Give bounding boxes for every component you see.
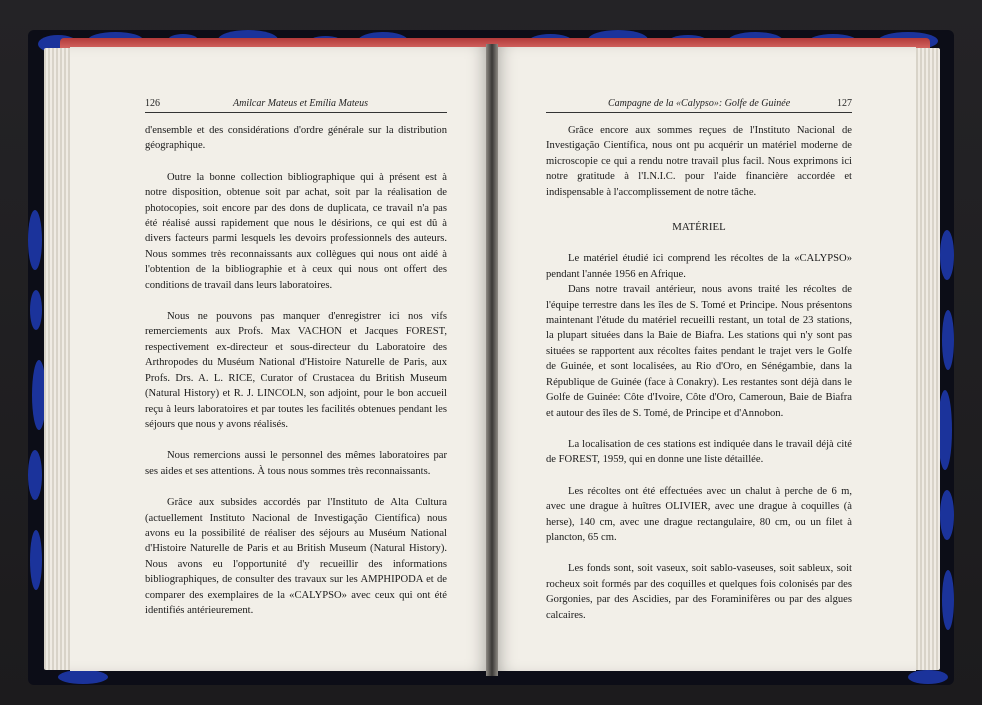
paragraph: Grâce aux subsides accordés par l'Instituto de Alta Cultura (actuellement Instituto Nacional de Investigação Científica) nous avons eu la possibilité de réaliser des séjours au Muséum National d'Histoire Naturelle de Paris et au British Museum (Natural History). Nous avons eu l'opportunité d'y recueillir des informations bibliographiques, de consulter des travaux sur les AMPHIPODA et de comparer des exemplaires de la «CALYPSO» avec ceux qui ont été identifiés antérieurement. [145, 497, 447, 616]
marble-pattern [940, 230, 954, 280]
marble-pattern [942, 310, 954, 370]
running-head-title-left: Amilcar Mateus et Emília Mateus [233, 98, 368, 109]
page-edges-left [44, 48, 72, 670]
marble-pattern [28, 210, 42, 270]
paragraph: Dans notre travail antérieur, nous avons traité les récoltes de l'équipe terrestre dans les îles de S. Tomé et Principe. Nous présentons maintenant l'étude du matériel recueilli restant, un total de 23 stations, la plupart situées dans la Baie de Biafra. Les stations qui n'y sont pas situées se rapportent aux récoltes faites pendant le trajet vers le Golfe de Guinée, et sont localisées, au Rio d'Oro, en Sénégambie, dans la République de Guinée (face à Conakry). Les restantes sont déjà dans le Golfe de Guinée: Côte d'Ivoire, Côte d'Oro, Cameroun, Baie de Biafra et autour des îles de S. Tomé, de Principe et d'Annobon. [546, 284, 852, 419]
paragraph: d'ensemble et des considérations d'ordre générale sur la distribution géographique. [145, 125, 447, 152]
paragraph: Les fonds sont, soit vaseux, soit sablo-vaseuses, soit sableux, soit rocheux soit formés par des coquilles et quelques fois colonisés par des Gorgonies, par des Ascidies, par des Foraminifères ou par des algues calcaires. [546, 563, 852, 621]
marble-pattern [30, 290, 42, 330]
running-head-title-right: Campagne de la «Calypso»: Golfe de Guinée [608, 98, 791, 109]
running-head-right [546, 98, 852, 113]
marble-pattern [942, 570, 954, 630]
paragraph: Outre la bonne collection bibliographique qui à présent est à notre disposition, obtenue soit par achat, soit par la réalisation de photocopies, soit encore par des dons de duplicata, ce travail n'a pas été réalisé aussi rapidement que nous le désirions, ce qui est dû à divers facteurs parmi lesquels les devoirs professionnels des auteurs. Nous sommes très reconnaissants aux collègues qui nous ont aidé à l'obtention de la bibliographie et à ceux qui nous ont offert des conditions de travail dans leurs laboratoires. [145, 171, 447, 291]
marble-pattern [940, 490, 954, 540]
left-page-body [145, 123, 447, 618]
paragraph: Le matériel étudié ici comprend les récoltes de la «CALYPSO» pendant l'année 1956 en Afrique. [546, 253, 852, 280]
marble-pattern [938, 390, 952, 470]
paragraph: Les récoltes ont été effectuées avec un chalut à perche de 6 m, avec une drague à huîtres OLIVIER, avec une drague à coquilles (à herse), 140 cm, avec une drague rectangulaire, 80 cm, ou un filet à plancton, 65 cm. [546, 485, 852, 543]
running-head-left [145, 98, 447, 113]
marble-pattern [58, 670, 108, 684]
paragraph: Nous remercions aussi le personnel des mêmes laboratoires par ses aides et ses attentions. À tous nous sommes très reconnaissants. [145, 450, 447, 477]
section-heading: MATÉRIEL [672, 221, 726, 234]
page-number-left: 126 [145, 98, 160, 109]
paragraph: Nous ne pouvons pas manquer d'enregistrer ici nos vifs remerciements aux Profs. Max VACHON et Jacques FOREST, respectivement ex-directeur et sous-directeur du Laboratoire des Arthropodes du Muséum National d'Histoire Naturelle de Paris, aux Profs. Drs. A. L. RICE, Curator of Crustacea du British Museum (Natural History) et R. J. LINCOLN, son adjoint, pour le bon accueil reçu à leurs laboratoires et par toutes les facilités obtenues pendant les séjours que nous y avons réalisés. [145, 311, 447, 430]
page-edges-right [914, 48, 940, 670]
paragraph: La localisation de ces stations est indiquée dans le travail déjà cité de FOREST, 1959, qui en donne une liste détaillée. [546, 438, 852, 466]
right-page-body [546, 123, 852, 623]
book-gutter [486, 44, 498, 676]
marble-pattern [30, 530, 42, 590]
page-number-right: 127 [837, 98, 852, 109]
marble-pattern [28, 450, 42, 500]
paragraph: Grâce encore aux sommes reçues de l'Instituto Nacional de Investigação Científica, nous ont pu acquérir un matériel moderne de microscopie ce qui a rendu notre travail plus facil. Nous exprimons ici notre gratitude à l'I.N.I.C. pour l'aide financière accordée et indispensable à l'accomplissement de notre tâche. [546, 125, 852, 198]
marble-pattern [908, 670, 948, 684]
